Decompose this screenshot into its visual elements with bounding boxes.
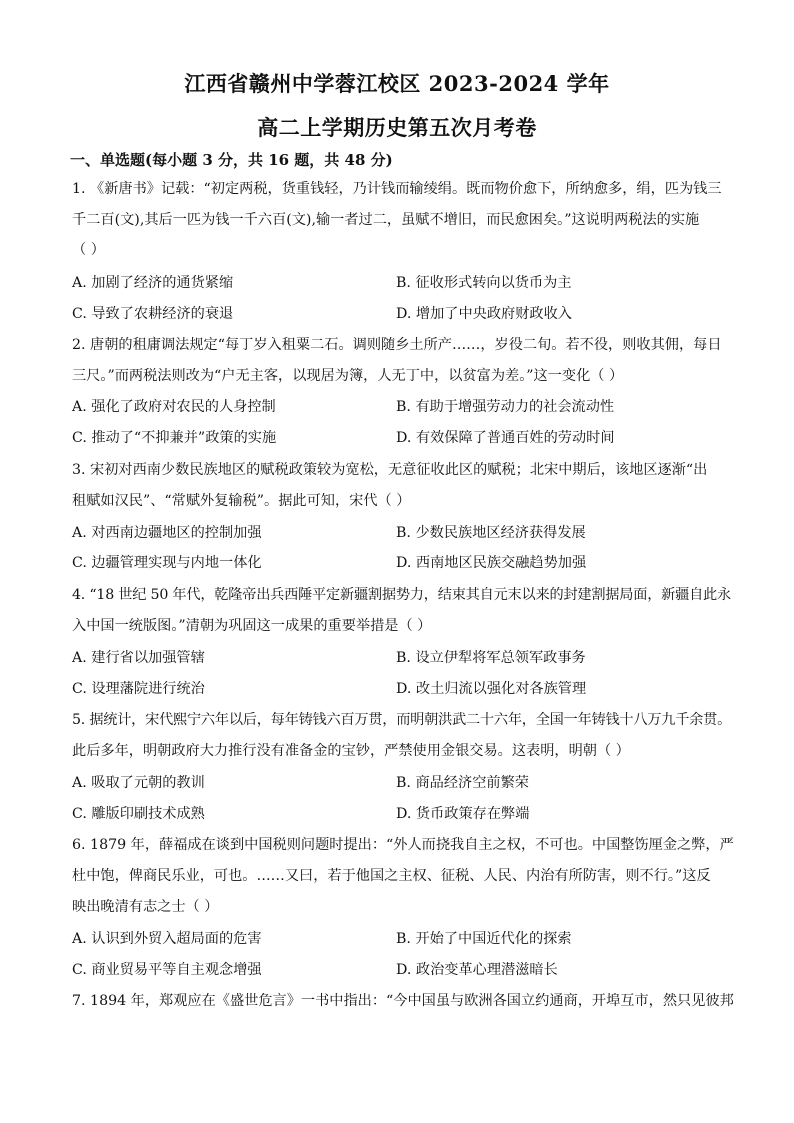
question-3-text: 3. 宋初对西南少数民族地区的赋税政策较为宽松，无意征收此区的赋税；北宋中期后，该地区逐渐“出: [72, 462, 708, 478]
question-5-option-d: D. 货币政策存在弊端: [396, 806, 530, 822]
question-5-text: 5. 据统计，宋代熙宁六年以后，每年铸钱六百万贯，而明朝洪武二十六年，全国一年铸钱十八万九千余贯。: [72, 712, 732, 728]
question-6-option-d: D. 政治变革心理潜滋暗长: [396, 962, 558, 978]
question-1-option-d: D. 增加了中央政府财政收入: [396, 306, 572, 322]
question-4-text: 4. “18 世纪 50 年代，乾隆帝出兵西陲平定新疆割据势力，结束其自元末以来的封建割据局面，新疆自此永: [72, 587, 731, 603]
question-1-option-a: A. 加剧了经济的通货紧缩: [72, 275, 234, 291]
question-4-option-d: D. 改土归流以强化对各族管理: [396, 681, 587, 697]
question-4-option-b: B. 设立伊犁将军总领军政事务: [396, 650, 586, 666]
question-2-text: 三尺。”而两税法则改为“户无主客，以现居为簿，人无丁中，以贫富为差。”这一变化（ ）: [72, 368, 624, 384]
question-6-text: 杜中饱，俾商民乐业，可也。……又曰，若于他国之主权、征税、人民、内治有所防害，则不行。”这反: [72, 868, 711, 884]
question-5-option-c: C. 雕版印刷技术成熟: [72, 806, 205, 822]
question-2-option-b: B. 有助于增强劳动力的社会流动性: [396, 399, 615, 415]
exam-title-line-1: 江西省赣州中学蓉江校区 2023-2024 学年: [184, 71, 610, 96]
question-4-text: 入中国一统版图。”清朝为巩固这一成果的重要举措是（ ）: [72, 618, 432, 634]
question-3-text: 租赋如汉民”、“常赋外复输税”。据此可知，宋代（ ）: [72, 493, 411, 509]
question-3-option-c: C. 边疆管理实现与内地一体化: [72, 555, 262, 571]
question-2-option-d: D. 有效保障了普通百姓的劳动时间: [396, 430, 615, 446]
question-3-option-d: D. 西南地区民族交融趋势加强: [396, 555, 587, 571]
question-2-text: 2. 唐朝的租庸调法规定“每丁岁入租粟二石。调则随乡土所产……，岁役二旬。若不役，则收其佣，每日: [72, 337, 722, 353]
question-2-option-a: A. 强化了政府对农民的人身控制: [72, 399, 276, 415]
question-1-text: 千二百(文),其后一匹为钱一千六百(文),输一者过二，虽赋不增旧，而民愈困矣。”这说明两税法的实施: [72, 212, 700, 228]
question-5-text: 此后多年，明朝政府大力推行没有准备金的宝钞，严禁使用金银交易。这表明，明朝（ ）: [72, 743, 630, 759]
question-6-text: 映出晚清有志之士（ ）: [72, 899, 219, 915]
question-6-option-a: A. 认识到外贸入超局面的危害: [72, 931, 262, 947]
question-6-text: 6. 1879 年，薛福成在谈到中国税则问题时提出：“外人而挠我自主之权，不可也。中国整饬厘金之弊，严: [72, 837, 734, 853]
question-7-text: 7. 1894 年，郑观应在《盛世危言》一书中指出：“今中国虽与欧洲各国立约通商，开埠互市，然只见彼邦: [72, 993, 734, 1009]
question-5-option-a: A. 吸取了元朝的教训: [72, 775, 205, 791]
question-5-option-b: B. 商品经济空前繁荣: [396, 775, 529, 791]
question-1-text: （ ）: [72, 242, 105, 258]
question-1-option-b: B. 征收形式转向以货币为主: [396, 275, 572, 291]
exam-title-line-2: 高二上学期历史第五次月考卷: [257, 115, 537, 140]
question-2-option-c: C. 推动了“不抑兼并”政策的实施: [72, 430, 277, 446]
question-6-option-b: B. 开始了中国近代化的探索: [396, 931, 572, 947]
question-6-option-c: C. 商业贸易平等自主观念增强: [72, 962, 262, 978]
question-4-option-c: C. 设理藩院进行统治: [72, 681, 205, 697]
section-heading: 一、单选题(每小题 3 分，共 16 题，共 48 分): [70, 151, 393, 169]
question-1-text: 1. 《新唐书》记载：“初定两税，货重钱轻，乃计钱而输绫绢。既而物价愈下，所纳愈多，绢，匹为钱三: [72, 181, 722, 197]
question-1-option-c: C. 导致了农耕经济的衰退: [72, 306, 234, 322]
question-3-option-a: A. 对西南边疆地区的控制加强: [72, 525, 262, 541]
question-4-option-a: A. 建行省以加强管辖: [72, 650, 205, 666]
question-3-option-b: B. 少数民族地区经济获得发展: [396, 525, 586, 541]
